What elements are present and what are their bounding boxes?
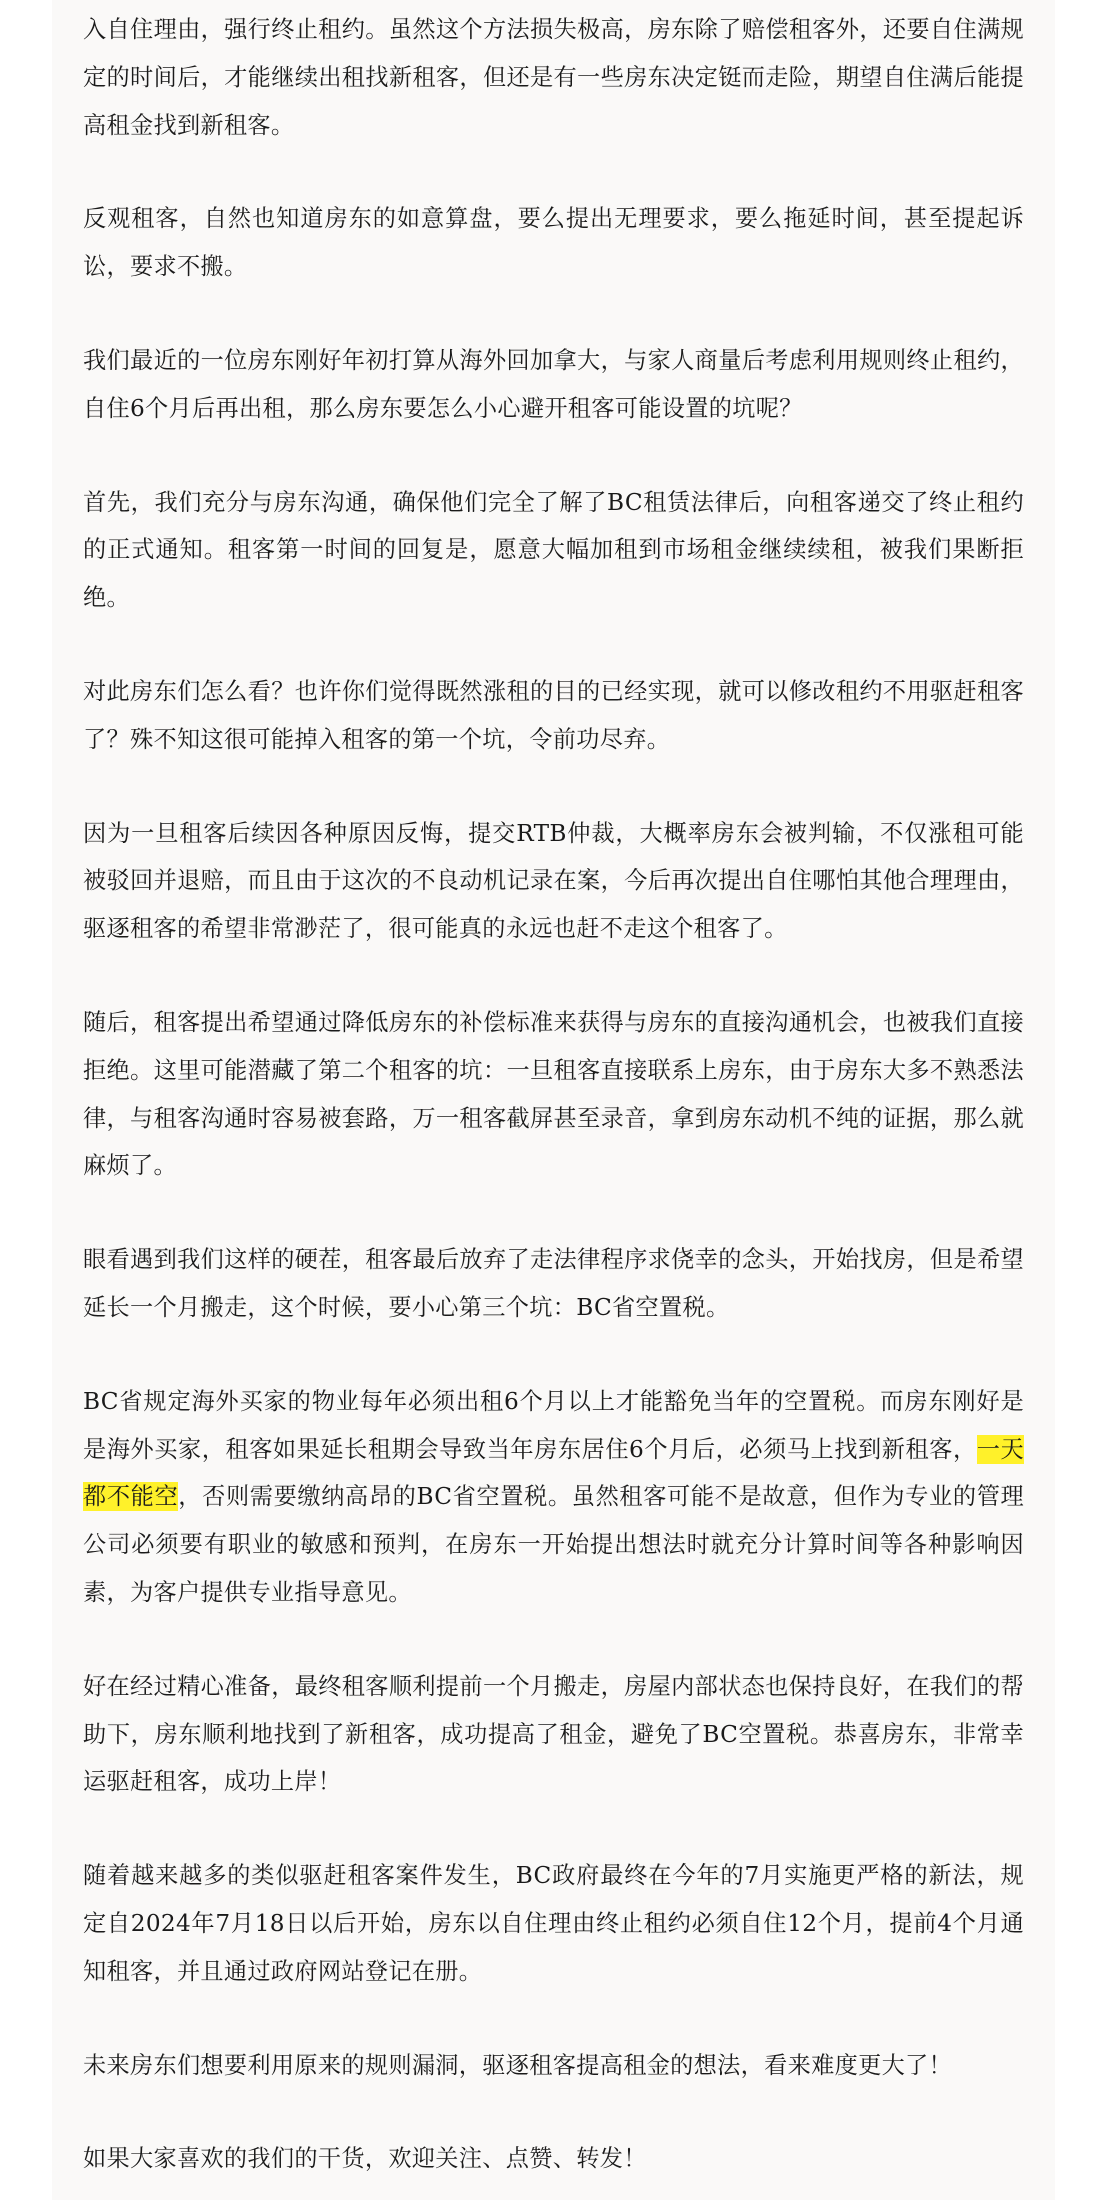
paragraph-9: BC省规定海外买家的物业每年必须出租6个月以上才能豁免当年的空置税。而房东刚好是是海外买家，租客如果延长租期会导致当年房东居住6个月后，必须马上找到新租客，一天都不能空，否则需要缴纳高昂的BC省空置税。虽然租客可能不是故意，但作为专业的管理公司必须要有职业的敏感和预判，在房东一开始提出想法时就充分计算时间等各种影响因素，为客户提供专业指导意见。: [83, 1387, 1025, 1606]
paragraph-11: 随着越来越多的类似驱赶租客案件发生，BC政府最终在今年的7月实施更严格的新法，规定自2024年7月18日以后开始，房东以自住理由终止租约必须自住12个月，提前4个月通知租客，并且通过政府网站登记在册。: [83, 1862, 1024, 1985]
paragraph-3: 我们最近的一位房东刚好年初打算从海外回加拿大，与家人商量后考虑利用规则终止租约，自住6个月后再出租，那么房东要怎么小心避开租客可能设置的坑呢？: [83, 346, 1024, 422]
paragraph-7: 随后，租客提出希望通过降低房东的补偿标准来获得与房东的直接沟通机会，也被我们直接拒绝。这里可能潜藏了第二个租客的坑：一旦租客直接联系上房东，由于房东大多不熟悉法律，与租客沟通时容易被套路，万一租客截屏甚至录音，拿到房东动机不纯的证据，那么就麻烦了。: [83, 1008, 1024, 1180]
paragraph-10: 好在经过精心准备，最终租客顺利提前一个月搬走，房屋内部状态也保持良好，在我们的帮助下，房东顺利地找到了新租客，成功提高了租金，避免了BC空置税。恭喜房东，非常幸运驱赶租客，成功上岸！: [83, 1672, 1024, 1796]
highlighted-phrase: 一天都不能空: [83, 1435, 1024, 1511]
paragraph-13: 如果大家喜欢的我们的干货，欢迎关注、点赞、转发！: [83, 2145, 647, 2173]
paragraph-4: 首先，我们充分与房东沟通，确保他们完全了解了BC租赁法律后，向租客递交了终止租约的正式通知。租客第一时间的回复是，愿意大幅加租到市场租金继续续租，被我们果断拒绝。: [83, 488, 1024, 612]
paragraph-8: 眼看遇到我们这样的硬茬，租客最后放弃了走法律程序求侥幸的念头，开始找房，但是希望延长一个月搬走，这个时候，要小心第三个坑：BC省空置税。: [83, 1246, 1024, 1321]
article-body: [52, 0, 1055, 2200]
paragraph-6: 因为一旦租客后续因各种原因反悔，提交RTB仲裁，大概率房东会被判输，不仅涨租可能被驳回并退赔，而且由于这次的不良动机记录在案，今后再次提出自住哪怕其他合理理由，驱逐租客的希望非常渺茫了，很可能真的永远也赶不走这个租客了。: [83, 819, 1024, 943]
paragraph-12: 未来房东们想要利用原来的规则漏洞，驱逐租客提高租金的想法，看来难度更大了！: [83, 2051, 953, 2079]
paragraph-5: 对此房东们怎么看？也许你们觉得既然涨租的目的已经实现，就可以修改租约不用驱赶租客了？殊不知这很可能掉入租客的第一个坑，令前功尽弃。: [83, 677, 1024, 753]
paragraph-1: 入自住理由，强行终止租约。虽然这个方法损失极高，房东除了赔偿租客外，还要自住满规定的时间后，才能继续出租找新租客，但还是有一些房东决定铤而走险，期望自住满后能提高租金找到新租客。: [83, 16, 1024, 139]
paragraph-2: 反观租客，自然也知道房东的如意算盘，要么提出无理要求，要么拖延时间，甚至提起诉讼，要求不搬。: [83, 205, 1024, 281]
